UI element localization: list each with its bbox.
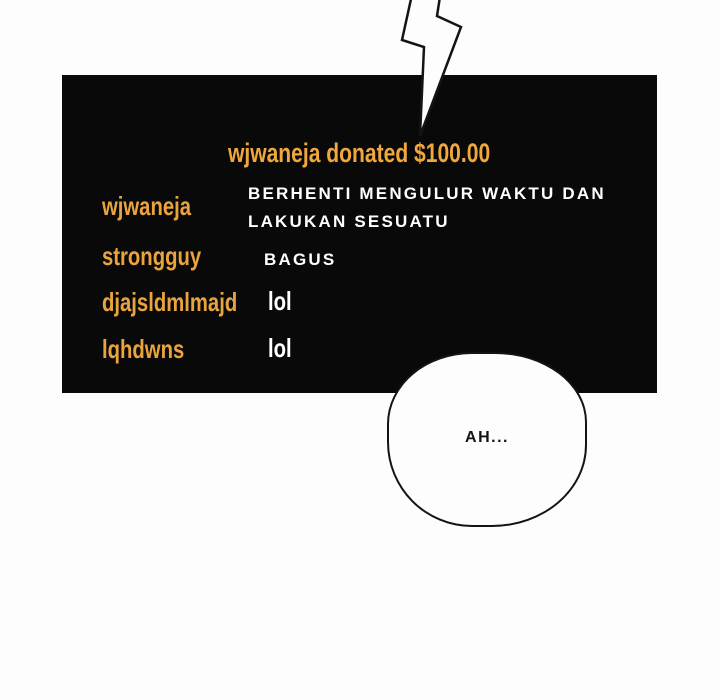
chat-username: strongguy: [102, 241, 202, 271]
chat-message: [268, 334, 298, 362]
chat-row: [102, 192, 216, 220]
chat-message: BERHENTI MENGULUR WAKTU DAN LAKUKAN SESUATU: [248, 184, 606, 231]
speech-bubble: [387, 352, 587, 527]
chat-message: BAGUS: [264, 250, 337, 269]
chat-row: [102, 288, 275, 316]
chat-username: lqhdwns: [102, 334, 185, 364]
chat-username: wjwaneja: [102, 191, 192, 221]
chat-username: djajsldmlmajd: [102, 287, 238, 317]
chat-message: [268, 287, 298, 315]
chat-message-text: lol: [268, 286, 292, 316]
lightning-bolt-icon: [0, 0, 720, 145]
chat-message-text: lol: [268, 333, 292, 363]
speech-bubble-text: AH...: [465, 428, 509, 446]
chat-row: [102, 335, 207, 363]
chat-row: [102, 242, 229, 270]
donation-header-text: wjwaneja donated $100.00: [228, 138, 491, 168]
